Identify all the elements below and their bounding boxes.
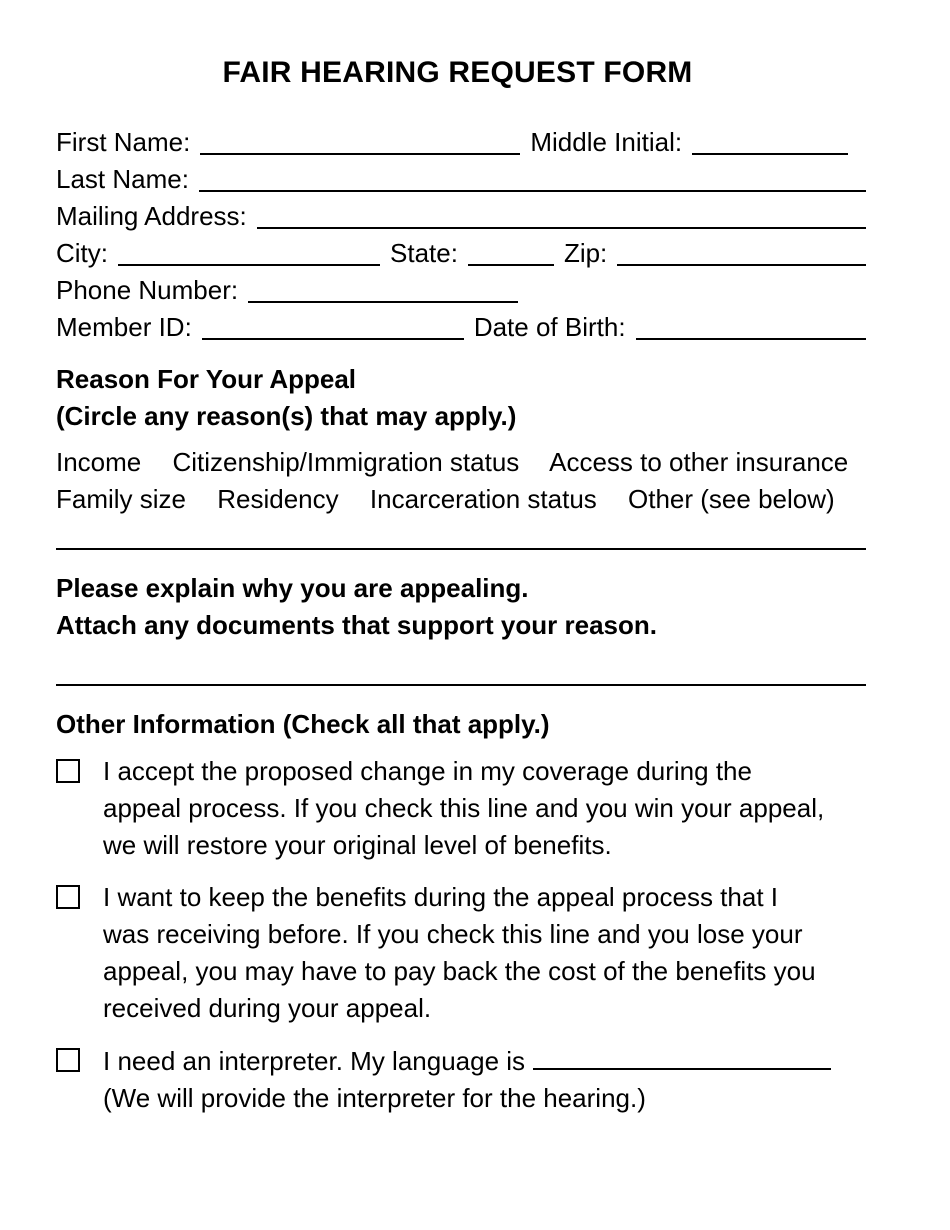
date-of-birth-label: Date of Birth: [473,312,626,342]
page-title: FAIR HEARING REQUEST FORM [222,56,693,89]
phone-number-label: Phone Number: [56,275,239,305]
interpreter-label: I need an interpreter. My language is [103,1046,526,1076]
state-label: State: [390,238,458,268]
keep-benefits-line-4: received during your appeal. [103,993,432,1023]
name-row [56,127,866,157]
keep-benefits-checkbox[interactable] [56,885,80,909]
mailing-address-row [56,201,866,231]
city-state-zip-row [56,238,866,268]
first-name-field[interactable] [200,129,520,155]
mailing-address-label: Mailing Address: [56,201,247,231]
keep-benefits-line-2: was receiving before. If you check this line and you lose your [103,919,803,949]
accept-change-checkbox[interactable] [56,759,80,783]
appeal-subheading: (Circle any reason(s) that may apply.) [56,401,517,431]
first-name-label: First Name: [56,127,191,157]
zip-field[interactable] [617,240,866,266]
keep-benefits-line-3: appeal, you may have to pay back the cost of the benefits you [103,956,816,986]
accept-change-line-1: I accept the proposed change in my coverage during the [103,756,752,786]
reasons-row-2 [56,481,835,518]
reason-income[interactable]: Income [56,447,142,477]
appeal-heading: Reason For Your Appeal [56,364,357,394]
mailing-address-field[interactable] [257,203,866,229]
accept-change-line-2: appeal process. If you check this line and you win your appeal, [103,793,825,823]
middle-initial-field[interactable] [692,129,848,155]
member-id-label: Member ID: [56,312,192,342]
reason-incarceration[interactable]: Incarceration status [369,484,597,514]
zip-label: Zip: [563,238,608,268]
last-name-label: Last Name: [56,164,189,194]
city-label: City: [56,238,108,268]
reason-citizenship[interactable]: Citizenship/Immigration status [172,447,520,477]
date-of-birth-field[interactable] [636,314,866,340]
explanation-line[interactable] [56,684,866,686]
member-id-field[interactable] [202,314,464,340]
reasons-row-1 [56,444,848,481]
state-field[interactable] [468,240,554,266]
other-reason-line[interactable] [56,548,866,550]
accept-change-line-3: we will restore your original level of benefits. [103,830,612,860]
explain-heading-1: Please explain why you are appealing. [56,573,529,603]
interpreter-checkbox[interactable] [56,1048,80,1072]
city-field[interactable] [118,240,380,266]
interpreter-text [103,1042,893,1117]
phone-row [56,275,866,305]
interpreter-line-1 [103,1042,893,1080]
last-name-field[interactable] [199,166,866,192]
last-name-row [56,164,866,194]
reason-other-insurance[interactable]: Access to other insurance [549,447,849,477]
phone-number-field[interactable] [248,277,518,303]
member-dob-row [56,312,866,342]
reason-family-size[interactable]: Family size [56,484,187,514]
reason-other[interactable]: Other (see below) [628,484,835,514]
accept-change-text [103,753,893,864]
language-field[interactable] [533,1042,831,1070]
keep-benefits-text [103,879,893,1027]
other-info-heading: Other Information (Check all that apply.) [56,709,550,739]
middle-initial-label: Middle Initial: [530,127,683,157]
interpreter-line-2: (We will provide the interpreter for the hearing.) [103,1083,646,1113]
keep-benefits-line-1: I want to keep the benefits during the appeal process that I [103,882,778,912]
reason-residency[interactable]: Residency [217,484,339,514]
explain-heading-2: Attach any documents that support your reason. [56,610,657,640]
